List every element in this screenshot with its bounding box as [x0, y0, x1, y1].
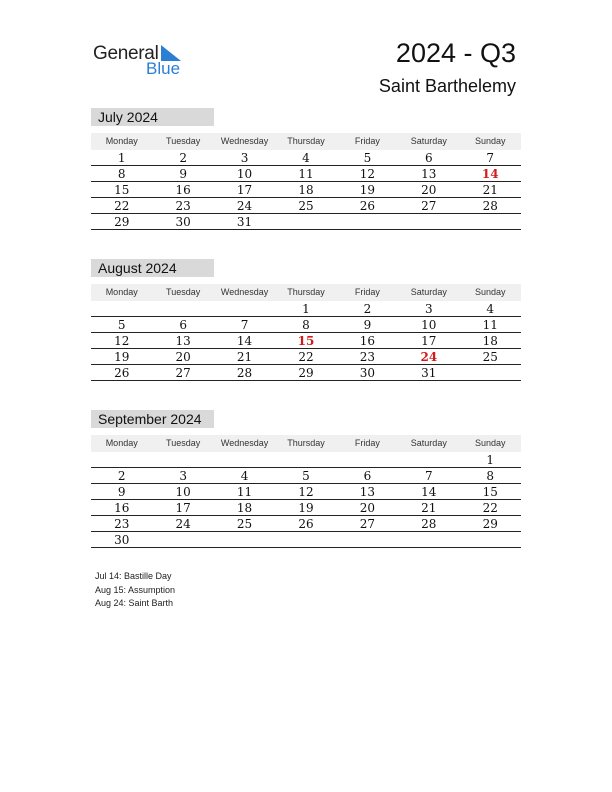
generalblue-logo — [93, 40, 193, 80]
empty-day-cell — [91, 452, 152, 467]
empty-day-cell — [214, 452, 275, 467]
day-cell: 8 — [302, 318, 310, 332]
day-cell: 25 — [236, 517, 253, 531]
day-cell: 9 — [179, 167, 187, 181]
day-cell: 16 — [175, 183, 191, 197]
weekday-header — [91, 133, 521, 150]
holiday-note: Jul 14: Bastille Day — [95, 571, 172, 581]
day-cell: 3 — [425, 302, 433, 316]
day-cell: 28 — [482, 199, 498, 213]
day-cell: 30 — [175, 215, 191, 229]
month-calendar-august — [91, 259, 521, 381]
day-cell: 17 — [421, 334, 437, 348]
day-cell: 22 — [114, 199, 130, 213]
empty-day-cell — [337, 532, 398, 547]
day-cell: 20 — [175, 350, 191, 364]
empty-day-cell — [398, 214, 459, 229]
day-cell: 18 — [482, 334, 498, 348]
day-cell: 14 — [421, 485, 437, 499]
day-cell: 31 — [421, 366, 437, 380]
weeks-container — [91, 150, 521, 230]
weekday-label: Thursday — [287, 438, 325, 448]
weekday-label: Friday — [354, 287, 380, 297]
day-cell: 23 — [175, 199, 191, 213]
day-cell: 29 — [482, 517, 498, 531]
day-cell: 4 — [240, 469, 249, 483]
week-row — [91, 317, 521, 333]
weekday-label: Thursday — [287, 136, 325, 146]
day-cell: 20 — [359, 501, 376, 515]
week-row — [91, 182, 521, 198]
day-cell: 28 — [236, 366, 253, 380]
empty-day-cell — [460, 214, 521, 229]
day-cell: 21 — [236, 350, 253, 364]
empty-day-cell — [398, 532, 459, 547]
day-cell: 15 — [297, 334, 315, 348]
day-cell: 28 — [421, 517, 437, 531]
day-cell: 22 — [298, 350, 314, 364]
day-cell: 20 — [421, 183, 437, 197]
week-row — [91, 452, 521, 468]
month-calendar-july — [91, 108, 521, 230]
day-cell: 9 — [117, 485, 126, 499]
week-row — [91, 198, 521, 214]
week-row — [91, 166, 521, 182]
empty-day-cell — [214, 301, 275, 316]
weekday-label: Saturday — [410, 438, 447, 448]
day-cell: 7 — [240, 318, 249, 332]
weekday-label: Friday — [354, 438, 380, 448]
month-title: August 2024 — [91, 259, 214, 277]
day-cell: 8 — [117, 167, 126, 181]
month-calendar-september — [91, 410, 521, 548]
day-cell: 23 — [114, 517, 130, 531]
empty-day-cell — [275, 452, 336, 467]
empty-day-cell — [91, 301, 152, 316]
day-cell: 29 — [298, 366, 314, 380]
day-cell: 16 — [359, 334, 376, 348]
weekday-label: Monday — [105, 438, 138, 448]
weekday-label: Wednesday — [220, 136, 269, 146]
day-cell: 24 — [236, 199, 253, 213]
day-cell: 27 — [359, 517, 376, 531]
holiday-notes — [95, 570, 175, 611]
week-row — [91, 468, 521, 484]
holiday-note: Aug 24: Saint Barth — [95, 598, 174, 608]
empty-day-cell — [460, 365, 521, 380]
weeks-container — [91, 452, 521, 548]
day-cell: 11 — [236, 485, 253, 499]
week-row — [91, 500, 521, 516]
day-cell: 19 — [114, 350, 130, 364]
weekday-label: Sunday — [474, 136, 506, 146]
logo-blue-text: Blue — [146, 59, 181, 78]
week-row — [91, 484, 521, 500]
week-row — [91, 349, 521, 365]
weekday-label: Monday — [105, 136, 138, 146]
day-cell: 10 — [175, 485, 191, 499]
empty-day-cell — [152, 301, 213, 316]
day-cell: 22 — [482, 501, 498, 515]
week-row — [91, 365, 521, 381]
day-cell: 2 — [117, 469, 126, 483]
empty-day-cell — [152, 452, 213, 467]
day-cell: 30 — [114, 533, 130, 547]
empty-day-cell — [337, 452, 398, 467]
weekday-header — [91, 284, 521, 301]
weeks-container — [91, 301, 521, 381]
week-row — [91, 516, 521, 532]
weekday-label: Thursday — [287, 287, 325, 297]
day-cell: 12 — [359, 167, 376, 181]
day-cell: 24 — [420, 350, 438, 364]
day-cell: 19 — [359, 183, 376, 197]
day-cell: 31 — [236, 215, 253, 229]
day-cell: 9 — [363, 318, 372, 332]
day-cell: 21 — [421, 501, 437, 515]
weekday-label: Wednesday — [220, 287, 269, 297]
logo-general-text: General — [93, 43, 159, 64]
day-cell: 12 — [114, 334, 130, 348]
weekday-label: Saturday — [410, 287, 447, 297]
day-cell: 25 — [298, 199, 314, 213]
day-cell: 6 — [363, 469, 372, 483]
weekday-label: Wednesday — [220, 438, 269, 448]
day-cell: 2 — [363, 302, 372, 316]
day-cell: 26 — [114, 366, 130, 380]
empty-day-cell — [460, 532, 521, 547]
day-cell: 2 — [179, 151, 187, 165]
day-cell: 11 — [482, 318, 498, 332]
weekday-label: Tuesday — [166, 438, 201, 448]
day-cell: 27 — [175, 366, 191, 380]
day-cell: 5 — [302, 469, 310, 483]
day-cell: 25 — [482, 350, 498, 364]
weekday-label: Tuesday — [166, 287, 201, 297]
day-cell: 18 — [236, 501, 253, 515]
weekday-label: Sunday — [474, 287, 506, 297]
day-cell: 23 — [359, 350, 376, 364]
day-cell: 5 — [117, 318, 126, 332]
day-cell: 26 — [359, 199, 376, 213]
day-cell: 13 — [421, 167, 437, 181]
day-cell: 1 — [486, 453, 495, 467]
weekday-label: Sunday — [474, 438, 506, 448]
weekday-label: Friday — [354, 136, 380, 146]
day-cell: 10 — [421, 318, 437, 332]
weekday-label: Saturday — [410, 136, 447, 146]
weekday-header — [91, 435, 521, 452]
day-cell: 1 — [117, 151, 126, 165]
month-title: July 2024 — [91, 108, 214, 126]
day-cell: 15 — [482, 485, 498, 499]
week-row — [91, 333, 521, 349]
week-row — [91, 150, 521, 166]
day-cell: 15 — [114, 183, 130, 197]
day-cell: 5 — [363, 151, 372, 165]
page-title: 2024 - Q3 — [395, 38, 516, 68]
day-cell: 27 — [421, 199, 437, 213]
day-cell: 19 — [298, 501, 314, 515]
day-cell: 3 — [240, 151, 249, 165]
day-cell: 7 — [425, 469, 433, 483]
day-cell: 24 — [175, 517, 191, 531]
day-cell: 6 — [425, 151, 433, 165]
day-cell: 13 — [359, 485, 376, 499]
empty-day-cell — [337, 214, 398, 229]
day-cell: 17 — [175, 501, 191, 515]
day-cell: 10 — [236, 167, 253, 181]
day-cell: 17 — [236, 183, 253, 197]
day-cell: 12 — [298, 485, 314, 499]
empty-day-cell — [152, 532, 213, 547]
day-cell: 16 — [114, 501, 130, 515]
week-row — [91, 532, 521, 548]
day-cell: 21 — [482, 183, 498, 197]
empty-day-cell — [275, 532, 336, 547]
month-title: September 2024 — [91, 410, 214, 428]
day-cell: 11 — [298, 167, 314, 181]
empty-day-cell — [398, 452, 459, 467]
empty-day-cell — [214, 532, 275, 547]
week-row — [91, 301, 521, 317]
day-cell: 14 — [481, 167, 499, 181]
day-cell: 4 — [486, 302, 495, 316]
holiday-note: Aug 15: Assumption — [95, 584, 176, 595]
day-cell: 14 — [236, 334, 253, 348]
empty-day-cell — [275, 214, 336, 229]
day-cell: 13 — [175, 334, 191, 348]
day-cell: 30 — [359, 366, 376, 380]
day-cell: 1 — [302, 302, 310, 316]
day-cell: 18 — [298, 183, 314, 197]
day-cell: 26 — [298, 517, 314, 531]
day-cell: 6 — [179, 318, 187, 332]
weekday-label: Tuesday — [166, 136, 201, 146]
day-cell: 4 — [302, 151, 310, 165]
page-subtitle: Saint Barthelemy — [378, 76, 516, 96]
day-cell: 3 — [179, 469, 187, 483]
day-cell: 29 — [114, 215, 130, 229]
week-row — [91, 214, 521, 230]
weekday-label: Monday — [105, 287, 138, 297]
day-cell: 7 — [486, 151, 495, 165]
day-cell: 8 — [486, 469, 495, 483]
